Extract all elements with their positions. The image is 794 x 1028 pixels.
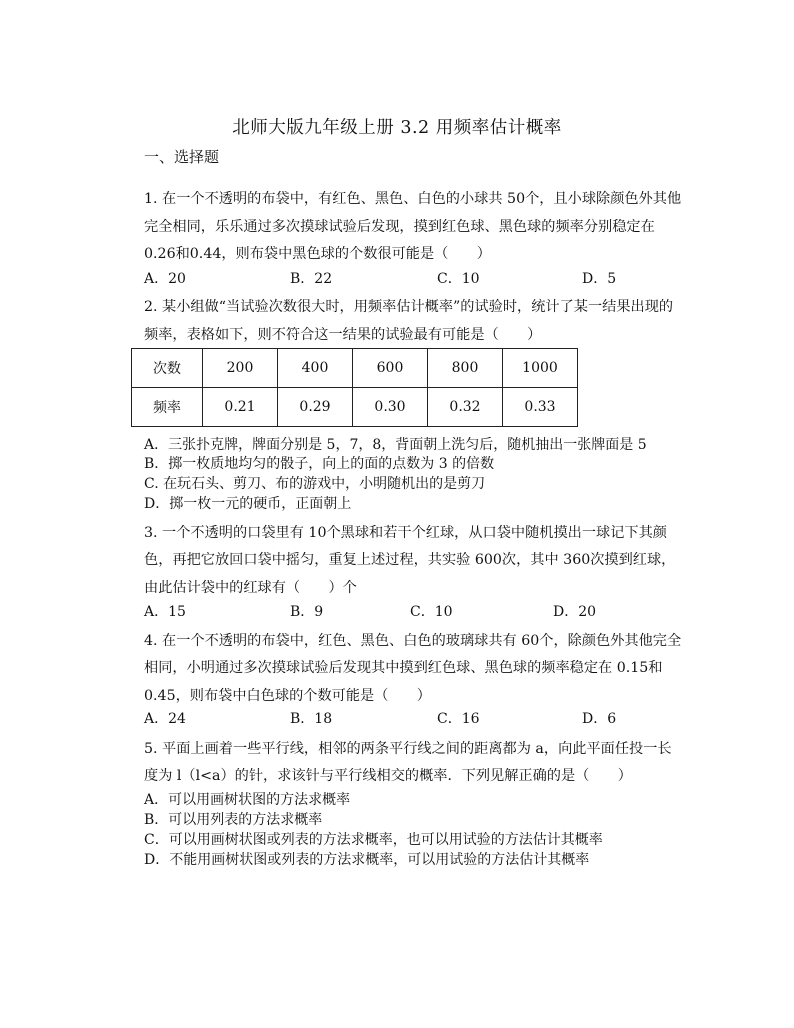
section-heading: 一、选择题 (144, 148, 220, 166)
frequency-table (131, 348, 578, 427)
table-cell: 0.33 (503, 388, 578, 427)
table-cell: 600 (353, 349, 428, 388)
q4-option-d: D．6 (582, 711, 617, 727)
q1-line-1: 1. 在一个不透明的布袋中，有红色、黑色、白色的小球共 50个，且小球除颜色外其他 (144, 191, 682, 207)
q4-option-a: A．24 (144, 711, 186, 727)
q1-line-2: 完全相同，乐乐通过多次摸球试验后发现，摸到红色球、黑色球的频率分别稳定在 (144, 219, 655, 235)
q2-line-2: 频率，表格如下，则不符合这一结果的试验最有可能是（ ） (144, 327, 542, 343)
q5-line-2: 度为 l（l<a）的针，求该针与平行线相交的概率．下列见解正确的是（ ） (144, 768, 632, 784)
table-header-count: 次数 (132, 349, 203, 388)
table-row (132, 388, 578, 427)
q3-line-1: 3. 一个不透明的口袋里有 10个黑球和若干个红球，从口袋中随机摸出一球记下其颜 (144, 525, 667, 541)
q2-option-a: A．三张扑克牌，牌面分别是 5，7，8，背面朝上洗匀后，随机抽出一张牌面是 5 (144, 437, 647, 453)
q3-option-b: B．9 (290, 604, 324, 620)
q1-option-d: D．5 (582, 271, 617, 287)
q4-option-c: C．16 (437, 711, 480, 727)
q3-line-2: 色，再把它放回口袋中摇匀，重复上述过程，共实验 600次，其中 360次摸到红球， (144, 552, 676, 568)
q3-line-3: 由此估计袋中的红球有（ ）个 (144, 580, 357, 596)
q2-option-b: B．掷一枚质地均匀的骰子，向上的面的点数为 3 的倍数 (144, 456, 495, 472)
q5-line-1: 5. 平面上画着一些平行线，相邻的两条平行线之间的距离都为 a，向此平面任投一长 (144, 741, 672, 757)
page-title: 北师大版九年级上册 3.2 用频率估计概率 (232, 118, 562, 138)
table-cell: 0.21 (203, 388, 278, 427)
q1-option-b: B．22 (290, 271, 333, 287)
q2-option-c: C. 在玩石头、剪刀、布的游戏中，小明随机出的是剪刀 (144, 476, 486, 492)
q1-line-3: 0.26和0.44，则布袋中黑色球的个数很可能是（ ） (144, 246, 491, 262)
q5-option-d: D．不能用画树状图或列表的方法求概率，可以用试验的方法估计其概率 (144, 852, 590, 868)
table-cell: 400 (278, 349, 353, 388)
table-cell: 1000 (503, 349, 578, 388)
q3-option-d: D．20 (553, 604, 597, 620)
table-cell: 0.30 (353, 388, 428, 427)
table-row (132, 349, 578, 388)
q3-option-a: A．15 (144, 604, 186, 620)
table-cell: 800 (428, 349, 503, 388)
q4-line-1: 4. 在一个不透明的布袋中，红色、黑色、白色的玻璃球共有 60个，除颜色外其他完全 (144, 633, 682, 649)
q3-option-c: C．10 (410, 604, 453, 620)
q5-option-a: A．可以用画树状图的方法求概率 (144, 792, 351, 808)
q2-option-d: D．掷一枚一元的硬币，正面朝上 (144, 496, 352, 512)
q1-option-c: C．10 (437, 271, 480, 287)
table-cell: 0.29 (278, 388, 353, 427)
q1-option-a: A．20 (144, 271, 186, 287)
q4-line-2: 相同，小明通过多次摸球试验后发现其中摸到红色球、黑色球的频率稳定在 0.15和 (144, 660, 663, 676)
q2-line-1: 2. 某小组做“当试验次数很大时，用频率估计概率”的试验时，统计了某一结果出现的 (144, 299, 674, 315)
table-cell: 0.32 (428, 388, 503, 427)
table-header-frequency: 频率 (132, 388, 203, 427)
q5-option-b: B．可以用列表的方法求概率 (144, 812, 323, 828)
q4-option-b: B．18 (290, 711, 333, 727)
table-cell: 200 (203, 349, 278, 388)
q5-option-c: C．可以用画树状图或列表的方法求概率，也可以用试验的方法估计其概率 (144, 832, 603, 848)
q4-line-3: 0.45，则布袋中白色球的个数可能是（ ） (144, 688, 431, 704)
